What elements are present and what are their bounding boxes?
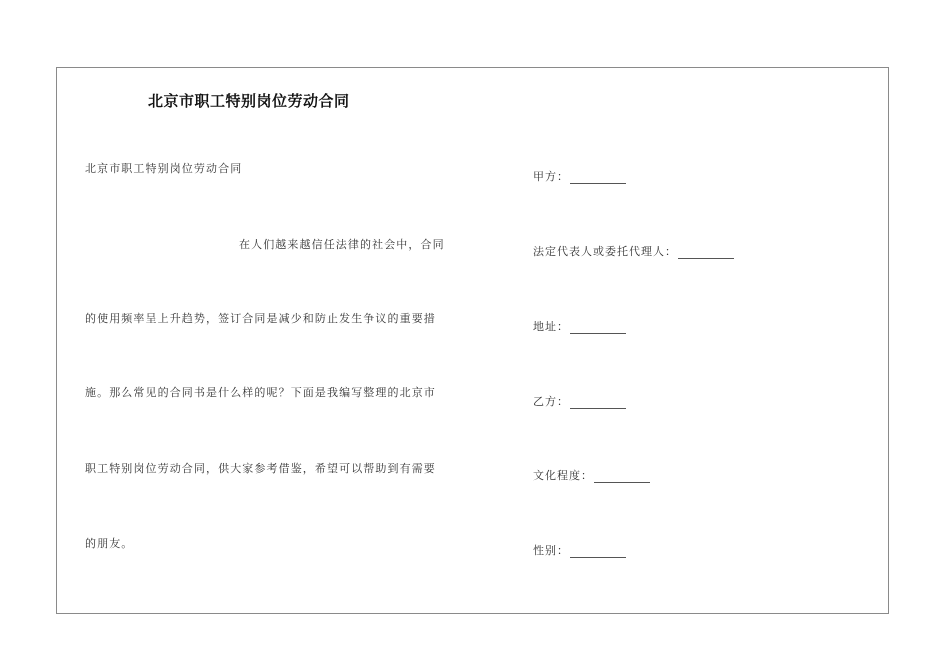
gender-label: 性别： bbox=[533, 544, 569, 557]
document-title: 北京市职工特别岗位劳动合同 bbox=[148, 92, 350, 110]
gender-blank bbox=[570, 547, 626, 558]
paragraph-line: 职工特别岗位劳动合同，供大家参考借鉴，希望可以帮助到有需要 bbox=[85, 462, 436, 475]
party-a-label: 甲方： bbox=[533, 170, 569, 183]
party-a-blank bbox=[570, 173, 626, 184]
education-field bbox=[533, 467, 650, 483]
document-page bbox=[56, 67, 889, 614]
paragraph-line: 的使用频率呈上升趋势，签订合同是减少和防止发生争议的重要措 bbox=[85, 312, 436, 325]
party-b-field bbox=[533, 393, 626, 409]
paragraph-line: 在人们越来越信任法律的社会中，合同 bbox=[239, 238, 445, 251]
legal-rep-label: 法定代表人或委托代理人： bbox=[533, 245, 677, 258]
address-field bbox=[533, 318, 626, 334]
document-subtitle: 北京市职工特别岗位劳动合同 bbox=[85, 162, 243, 175]
address-label: 地址： bbox=[533, 320, 569, 333]
party-b-blank bbox=[570, 398, 626, 409]
education-blank bbox=[594, 472, 650, 483]
paragraph-line: 的朋友。 bbox=[85, 537, 134, 550]
legal-rep-field bbox=[533, 243, 734, 259]
education-label: 文化程度： bbox=[533, 469, 593, 482]
party-a-field bbox=[533, 168, 626, 184]
address-blank bbox=[570, 323, 626, 334]
paragraph-line: 施。那么常见的合同书是什么样的呢？下面是我编写整理的北京市 bbox=[85, 386, 436, 399]
party-b-label: 乙方： bbox=[533, 395, 569, 408]
legal-rep-blank bbox=[678, 248, 734, 259]
gender-field bbox=[533, 542, 626, 558]
